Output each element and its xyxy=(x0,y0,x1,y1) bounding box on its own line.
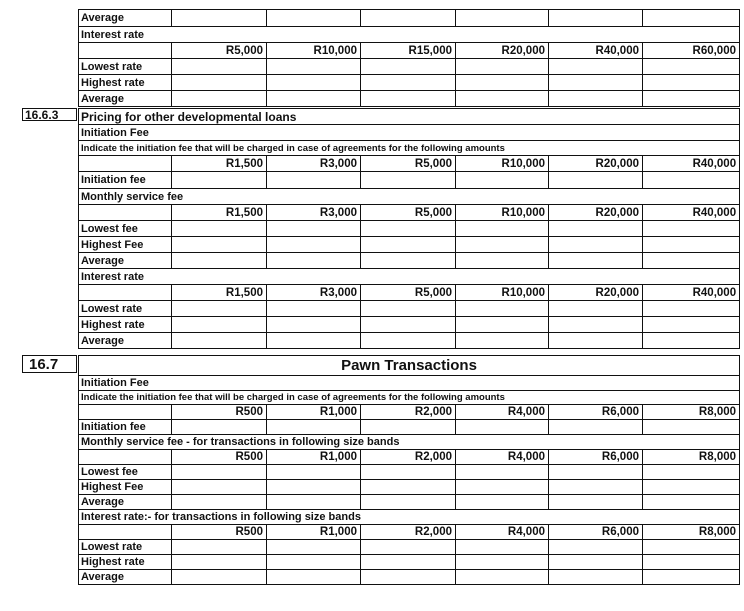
input-cell[interactable] xyxy=(456,480,549,495)
input-cell[interactable] xyxy=(172,221,267,237)
input-cell[interactable] xyxy=(549,333,643,349)
input-cell[interactable] xyxy=(267,480,361,495)
section-title: Pawn Transactions xyxy=(79,356,740,376)
input-cell[interactable] xyxy=(267,172,361,189)
input-cell[interactable] xyxy=(172,253,267,269)
input-cell[interactable] xyxy=(549,221,643,237)
input-cell[interactable] xyxy=(361,333,456,349)
amount-header: R10,000 xyxy=(456,285,549,301)
input-cell[interactable] xyxy=(549,10,643,27)
input-cell[interactable] xyxy=(361,10,456,27)
input-cell[interactable] xyxy=(361,75,456,91)
input-cell[interactable] xyxy=(643,480,740,495)
amount-header: R10,000 xyxy=(267,43,361,59)
amount-header: R2,000 xyxy=(361,525,456,540)
input-cell[interactable] xyxy=(643,465,740,480)
amount-header: R8,000 xyxy=(643,525,740,540)
input-cell[interactable] xyxy=(549,237,643,253)
amount-header: R8,000 xyxy=(643,450,740,465)
blank-cell xyxy=(79,285,172,301)
amount-header: R3,000 xyxy=(267,156,361,172)
amount-header: R3,000 xyxy=(267,205,361,221)
input-cell[interactable] xyxy=(549,301,643,317)
input-cell[interactable] xyxy=(361,91,456,107)
input-cell[interactable] xyxy=(172,555,267,570)
input-cell[interactable] xyxy=(361,480,456,495)
input-cell[interactable] xyxy=(643,333,740,349)
input-cell[interactable] xyxy=(549,59,643,75)
amount-header: R500 xyxy=(172,405,267,420)
interest-rate-heading: Interest rate xyxy=(79,269,740,285)
input-cell[interactable] xyxy=(172,10,267,27)
input-cell[interactable] xyxy=(172,495,267,510)
average-label: Average xyxy=(79,10,172,27)
input-cell[interactable] xyxy=(643,555,740,570)
lowest-rate-label: Lowest rate xyxy=(79,540,172,555)
input-cell[interactable] xyxy=(456,221,549,237)
input-cell[interactable] xyxy=(549,253,643,269)
interest-rate-heading: Interest rate:- for transactions in following size bands xyxy=(79,510,740,525)
amount-header: R1,500 xyxy=(172,205,267,221)
amount-header: R2,000 xyxy=(361,450,456,465)
blank-cell xyxy=(79,525,172,540)
amount-header: R20,000 xyxy=(456,43,549,59)
input-cell[interactable] xyxy=(172,465,267,480)
monthly-service-fee-heading: Monthly service fee - for transactions in following size bands xyxy=(79,435,740,450)
input-cell[interactable] xyxy=(549,570,643,585)
average-label: Average xyxy=(79,495,172,510)
developmental-loans-table xyxy=(78,108,740,349)
amount-header: R4,000 xyxy=(456,450,549,465)
top-table xyxy=(78,9,740,107)
average-label: Average xyxy=(79,333,172,349)
input-cell[interactable] xyxy=(172,301,267,317)
input-cell[interactable] xyxy=(643,59,740,75)
amount-header: R3,000 xyxy=(267,285,361,301)
input-cell[interactable] xyxy=(643,172,740,189)
input-cell[interactable] xyxy=(549,91,643,107)
input-cell[interactable] xyxy=(172,91,267,107)
input-cell[interactable] xyxy=(643,317,740,333)
input-cell[interactable] xyxy=(643,540,740,555)
input-cell[interactable] xyxy=(267,59,361,75)
input-cell[interactable] xyxy=(456,540,549,555)
input-cell[interactable] xyxy=(456,317,549,333)
input-cell[interactable] xyxy=(267,10,361,27)
amount-header: R5,000 xyxy=(361,156,456,172)
input-cell[interactable] xyxy=(267,465,361,480)
input-cell[interactable] xyxy=(549,495,643,510)
amount-header: R40,000 xyxy=(549,43,643,59)
input-cell[interactable] xyxy=(267,540,361,555)
input-cell[interactable] xyxy=(549,317,643,333)
amount-header: R6,000 xyxy=(549,450,643,465)
amount-header: R8,000 xyxy=(643,405,740,420)
amount-header: R4,000 xyxy=(456,525,549,540)
pawn-transactions-table xyxy=(78,355,740,585)
input-cell[interactable] xyxy=(456,465,549,480)
input-cell[interactable] xyxy=(172,480,267,495)
input-cell[interactable] xyxy=(643,237,740,253)
input-cell[interactable] xyxy=(643,221,740,237)
amount-header: R5,000 xyxy=(361,285,456,301)
input-cell[interactable] xyxy=(361,221,456,237)
input-cell[interactable] xyxy=(643,495,740,510)
input-cell[interactable] xyxy=(267,495,361,510)
input-cell[interactable] xyxy=(456,301,549,317)
input-cell[interactable] xyxy=(456,570,549,585)
amount-header: R1,000 xyxy=(267,405,361,420)
lowest-rate-label: Lowest rate xyxy=(79,301,172,317)
blank-cell xyxy=(79,405,172,420)
input-cell[interactable] xyxy=(267,317,361,333)
input-cell[interactable] xyxy=(549,480,643,495)
input-cell[interactable] xyxy=(361,495,456,510)
section-title: Pricing for other developmental loans xyxy=(79,109,740,125)
blank-cell xyxy=(79,156,172,172)
input-cell[interactable] xyxy=(361,420,456,435)
input-cell[interactable] xyxy=(172,237,267,253)
average-label: Average xyxy=(79,253,172,269)
input-cell[interactable] xyxy=(643,91,740,107)
amount-header: R1,500 xyxy=(172,156,267,172)
input-cell[interactable] xyxy=(456,333,549,349)
input-cell[interactable] xyxy=(172,172,267,189)
input-cell[interactable] xyxy=(456,59,549,75)
section-number-16-7: 16.7 xyxy=(22,355,77,373)
highest-fee-label: Highest Fee xyxy=(79,237,172,253)
amount-header: R500 xyxy=(172,525,267,540)
input-cell[interactable] xyxy=(267,221,361,237)
input-cell[interactable] xyxy=(267,333,361,349)
input-cell[interactable] xyxy=(456,237,549,253)
highest-fee-label: Highest Fee xyxy=(79,480,172,495)
amount-header: R10,000 xyxy=(456,205,549,221)
monthly-service-fee-heading: Monthly service fee xyxy=(79,189,740,205)
average-label: Average xyxy=(79,91,172,107)
input-cell[interactable] xyxy=(361,317,456,333)
amount-header: R40,000 xyxy=(643,205,740,221)
input-cell[interactable] xyxy=(456,10,549,27)
input-cell[interactable] xyxy=(172,540,267,555)
input-cell[interactable] xyxy=(267,420,361,435)
input-cell[interactable] xyxy=(172,317,267,333)
initiation-fee-heading: Initiation Fee xyxy=(79,376,740,391)
input-cell[interactable] xyxy=(643,10,740,27)
initiation-fee-label: Initiation fee xyxy=(79,172,172,189)
input-cell[interactable] xyxy=(267,570,361,585)
lowest-fee-label: Lowest fee xyxy=(79,221,172,237)
amount-header: R10,000 xyxy=(456,156,549,172)
amount-header: R6,000 xyxy=(549,525,643,540)
blank-cell xyxy=(79,43,172,59)
input-cell[interactable] xyxy=(643,570,740,585)
amount-header: R20,000 xyxy=(549,205,643,221)
amount-header: R5,000 xyxy=(361,205,456,221)
input-cell[interactable] xyxy=(361,253,456,269)
initiation-fee-heading: Initiation Fee xyxy=(79,125,740,141)
input-cell[interactable] xyxy=(456,75,549,91)
amount-header: R60,000 xyxy=(643,43,740,59)
input-cell[interactable] xyxy=(361,237,456,253)
highest-rate-label: Highest rate xyxy=(79,75,172,91)
input-cell[interactable] xyxy=(456,91,549,107)
blank-cell xyxy=(79,450,172,465)
lowest-fee-label: Lowest fee xyxy=(79,465,172,480)
blank-cell xyxy=(79,205,172,221)
amount-header: R1,500 xyxy=(172,285,267,301)
input-cell[interactable] xyxy=(549,465,643,480)
amount-header: R4,000 xyxy=(456,405,549,420)
input-cell[interactable] xyxy=(643,75,740,91)
interest-rate-heading: Interest rate xyxy=(79,27,740,43)
input-cell[interactable] xyxy=(549,75,643,91)
input-cell[interactable] xyxy=(456,420,549,435)
input-cell[interactable] xyxy=(172,570,267,585)
input-cell[interactable] xyxy=(361,465,456,480)
input-cell[interactable] xyxy=(643,420,740,435)
input-cell[interactable] xyxy=(549,555,643,570)
input-cell[interactable] xyxy=(549,172,643,189)
amount-header: R40,000 xyxy=(643,285,740,301)
input-cell[interactable] xyxy=(172,75,267,91)
input-cell[interactable] xyxy=(267,237,361,253)
lowest-rate-label: Lowest rate xyxy=(79,59,172,75)
input-cell[interactable] xyxy=(549,420,643,435)
instruction-text: Indicate the initiation fee that will be charged in case of agreements for the following amounts xyxy=(79,141,740,156)
input-cell[interactable] xyxy=(267,91,361,107)
input-cell[interactable] xyxy=(172,333,267,349)
input-cell[interactable] xyxy=(172,420,267,435)
amount-header: R1,000 xyxy=(267,450,361,465)
amount-header: R500 xyxy=(172,450,267,465)
highest-rate-label: Highest rate xyxy=(79,317,172,333)
input-cell[interactable] xyxy=(456,253,549,269)
input-cell[interactable] xyxy=(267,253,361,269)
input-cell[interactable] xyxy=(361,540,456,555)
amount-header: R6,000 xyxy=(549,405,643,420)
input-cell[interactable] xyxy=(643,301,740,317)
amount-header: R20,000 xyxy=(549,156,643,172)
input-cell[interactable] xyxy=(361,555,456,570)
amount-header: R15,000 xyxy=(361,43,456,59)
input-cell[interactable] xyxy=(361,301,456,317)
input-cell[interactable] xyxy=(172,59,267,75)
amount-header: R5,000 xyxy=(172,43,267,59)
input-cell[interactable] xyxy=(456,495,549,510)
input-cell[interactable] xyxy=(643,253,740,269)
initiation-fee-label: Initiation fee xyxy=(79,420,172,435)
instruction-text: Indicate the initiation fee that will be charged in case of agreements for the following amounts xyxy=(79,391,740,405)
input-cell[interactable] xyxy=(549,540,643,555)
amount-header: R2,000 xyxy=(361,405,456,420)
amount-header: R40,000 xyxy=(643,156,740,172)
highest-rate-label: Highest rate xyxy=(79,555,172,570)
input-cell[interactable] xyxy=(267,75,361,91)
input-cell[interactable] xyxy=(361,570,456,585)
amount-header: R20,000 xyxy=(549,285,643,301)
input-cell[interactable] xyxy=(267,301,361,317)
input-cell[interactable] xyxy=(267,555,361,570)
input-cell[interactable] xyxy=(456,172,549,189)
section-number-16-6-3: 16.6.3 xyxy=(22,108,77,121)
average-label: Average xyxy=(79,570,172,585)
amount-header: R1,000 xyxy=(267,525,361,540)
input-cell[interactable] xyxy=(361,172,456,189)
input-cell[interactable] xyxy=(361,59,456,75)
input-cell[interactable] xyxy=(456,555,549,570)
